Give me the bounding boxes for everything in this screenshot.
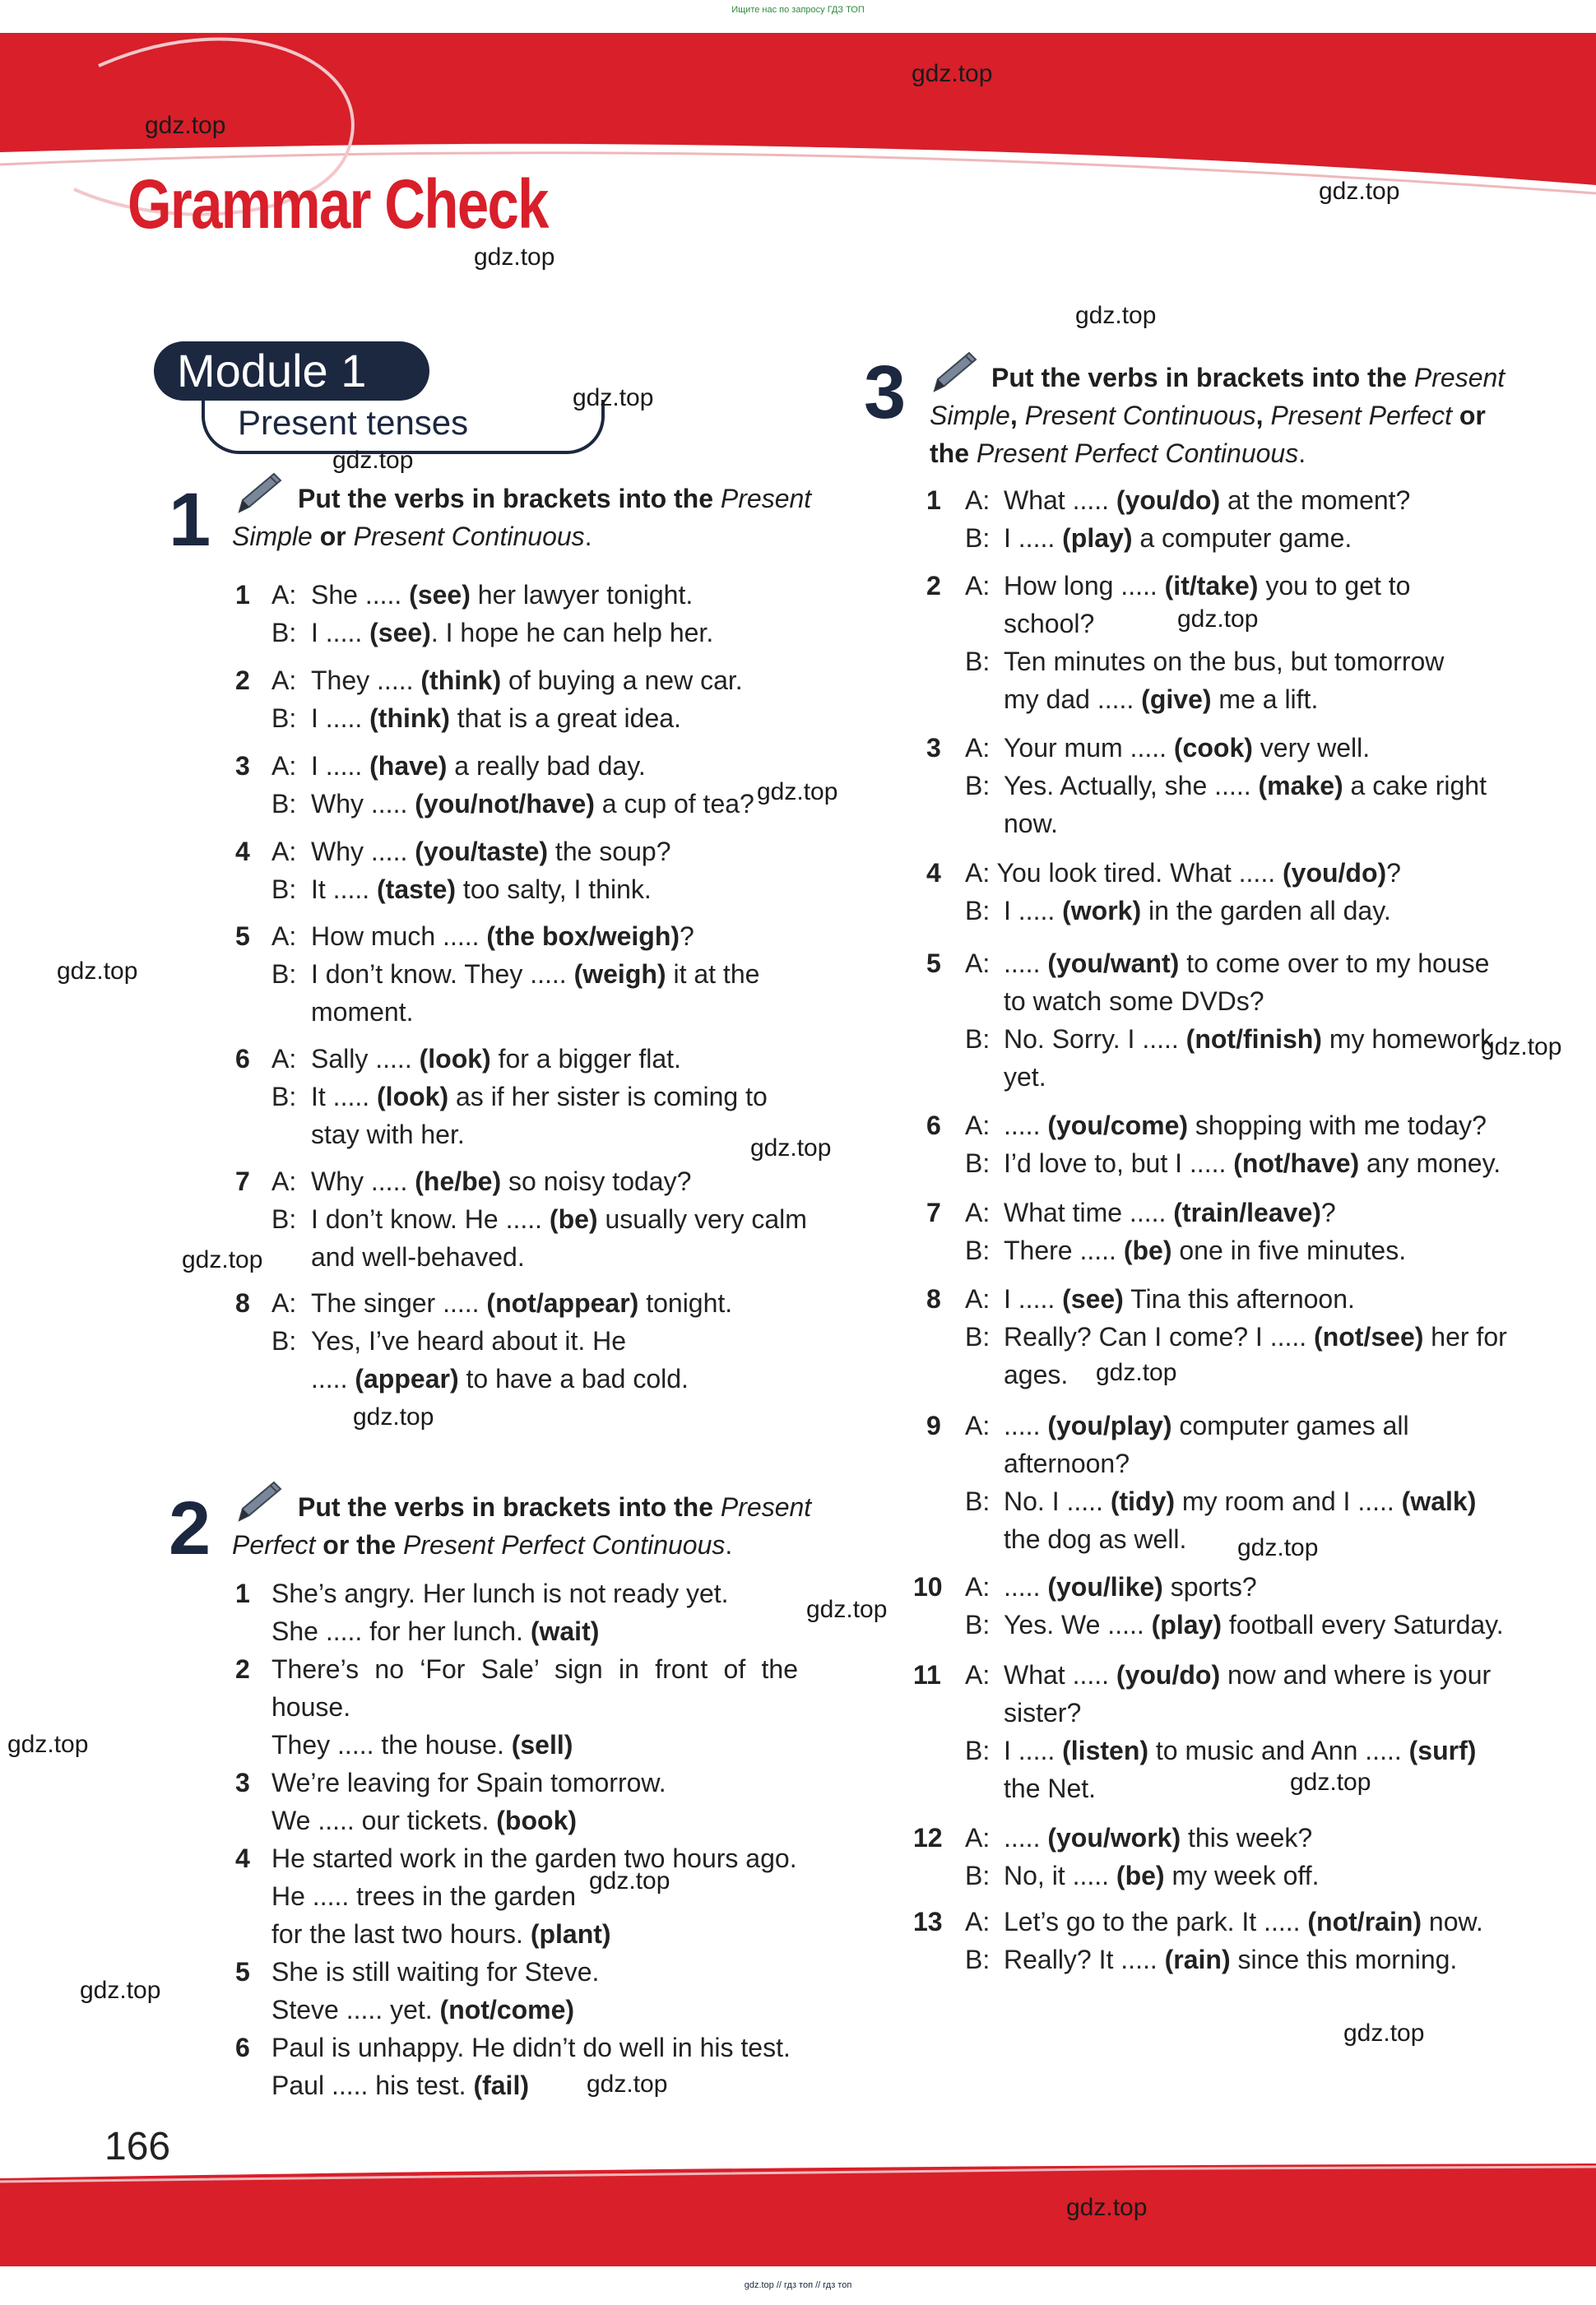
exercise-number: 3 [864, 350, 907, 434]
module-title-pill: Module 1 [154, 341, 429, 401]
watermark: gdz.top [1177, 605, 1259, 633]
page-title: Grammar Check [128, 165, 548, 243]
top-banner-text: Ищите нас по запросу ГДЗ ТОП [731, 5, 865, 15]
watermark: gdz.top [332, 447, 414, 474]
watermark: gdz.top [1075, 302, 1157, 329]
exercise-instruction: Put the verbs in brackets into the Present Simple or Present Continuous. [232, 484, 812, 551]
watermark: gdz.top [1481, 1033, 1562, 1060]
watermark: gdz.top [145, 112, 226, 139]
watermark: gdz.top [1096, 1359, 1177, 1386]
watermark: gdz.top [1066, 2194, 1148, 2221]
footer-red-band [0, 2164, 1596, 2266]
watermark: gdz.top [750, 1134, 832, 1162]
watermark: gdz.top [474, 243, 555, 271]
watermark: gdz.top [353, 1403, 434, 1431]
watermark: gdz.top [587, 2071, 668, 2098]
watermark: gdz.top [57, 958, 138, 985]
watermark: gdz.top [80, 1977, 161, 2004]
watermark: gdz.top [1343, 2020, 1425, 2047]
exercise-instruction: Put the verbs in brackets into the Present Simple, Present Continuous, Present Perfect or the Present Perfect Continuous. [930, 363, 1506, 468]
exercise-number: 1 [169, 478, 211, 562]
watermark: gdz.top [912, 60, 993, 87]
exercise-instruction: Put the verbs in brackets into the Present Perfect or the Present Perfect Continuous. [232, 1492, 812, 1560]
bottom-banner-text: gdz.top // гдз топ // гдз топ [744, 2280, 852, 2290]
watermark: gdz.top [7, 1731, 89, 1758]
watermark: gdz.top [1290, 1769, 1371, 1796]
watermark: gdz.top [573, 384, 654, 411]
watermark: gdz.top [1319, 178, 1400, 205]
watermark: gdz.top [806, 1596, 888, 1623]
watermark: gdz.top [182, 1246, 263, 1273]
watermark: gdz.top [589, 1867, 670, 1895]
watermark: gdz.top [757, 778, 838, 805]
watermark: gdz.top [1237, 1534, 1319, 1561]
page-number: 166 [104, 2125, 171, 2168]
exercise-number: 2 [169, 1486, 211, 1570]
module-subtitle: Present tenses [202, 400, 605, 454]
